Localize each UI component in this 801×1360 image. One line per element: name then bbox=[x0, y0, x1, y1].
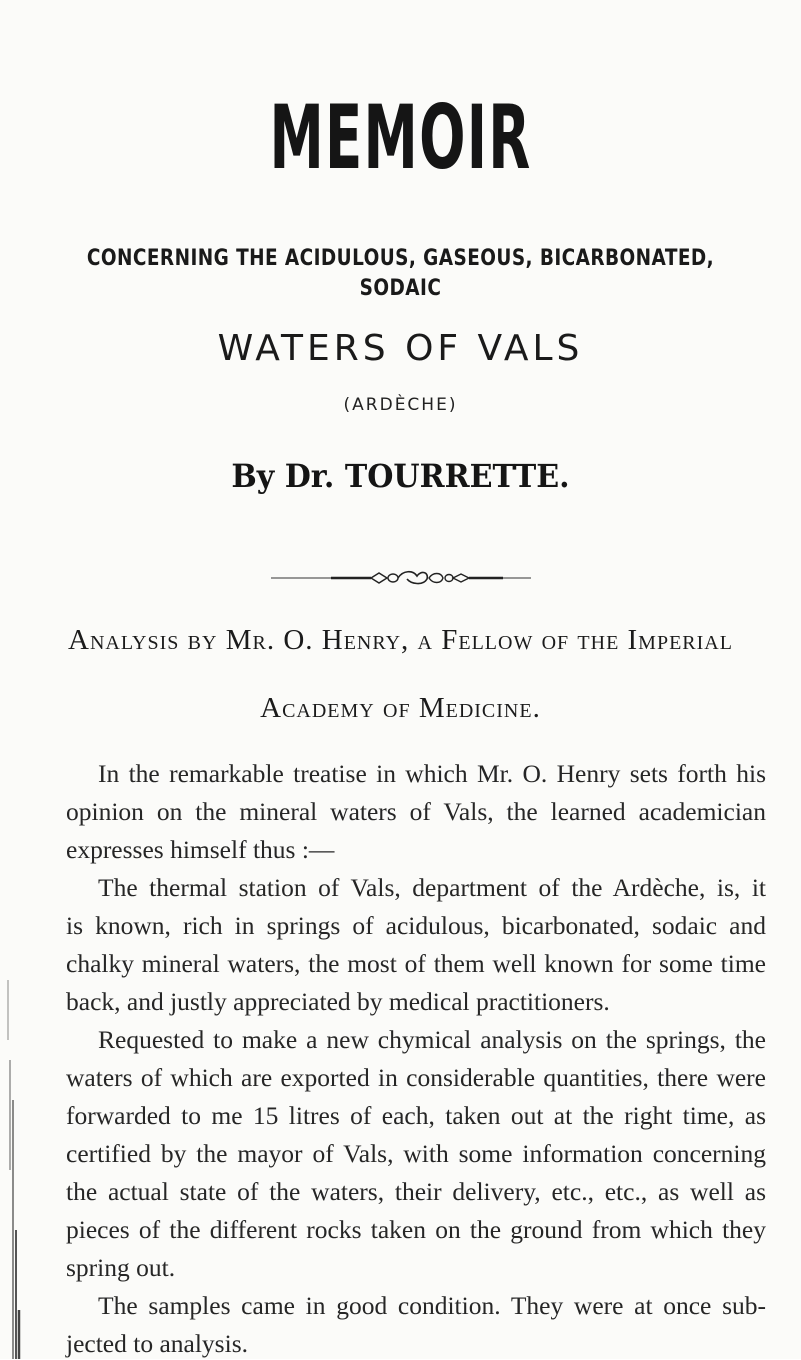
waters-heading: WATERS OF VALS bbox=[217, 328, 584, 369]
body-line: waters of which are exported in considerable quantities, there were bbox=[66, 1063, 766, 1092]
body-line: the actual state of the waters, their delivery, etc., etc., as well as bbox=[66, 1177, 766, 1206]
body-line: expresses himself thus :— bbox=[66, 835, 335, 864]
body-line: back, and justly appreciated by medical practitioners. bbox=[66, 987, 610, 1016]
body-line: The thermal station of Vals, department of the Ardèche, is, it bbox=[98, 873, 766, 902]
body-line: In the remarkable treatise in which Mr. O. Henry sets forth his bbox=[98, 759, 766, 788]
author-line: By Dr. TOURRETTE. bbox=[231, 457, 570, 495]
body-line: jected to analysis. bbox=[66, 1329, 248, 1358]
document-title: MEMOIR bbox=[269, 86, 532, 189]
document-subtitle: CONCERNING THE ACIDULOUS, GASEOUS, BICARBONATED, SODAIC bbox=[86, 246, 715, 301]
body-line: opinion on the mineral waters of Vals, the learned academician bbox=[66, 797, 766, 826]
body-line: chalky mineral waters, the most of them well known for some time bbox=[66, 949, 766, 978]
region-label: (ARDÈCHE) bbox=[343, 395, 458, 415]
analysis-line: Analysis by Mr. O. Henry, a Fellow of the Imperial bbox=[68, 624, 733, 656]
binding-shadow-marks bbox=[0, 980, 22, 1359]
body-line: The samples came in good condition. They were at once sub- bbox=[98, 1291, 766, 1320]
body-line: forwarded to me 15 litres of each, taken out at the right time, as bbox=[66, 1101, 766, 1130]
body-line: certified by the mayor of Vals, with some information concerning bbox=[66, 1139, 766, 1168]
body-line: spring out. bbox=[66, 1253, 176, 1282]
body-line: pieces of the different rocks taken on the ground from which they bbox=[66, 1215, 766, 1244]
analysis-line: Academy of Medicine. bbox=[260, 692, 541, 724]
decorative-rule-icon bbox=[271, 566, 531, 590]
body-line: is known, rich in springs of acidulous, bicarbonated, sodaic and bbox=[66, 911, 766, 940]
body-line: Requested to make a new chymical analysis on the springs, the bbox=[98, 1025, 766, 1054]
